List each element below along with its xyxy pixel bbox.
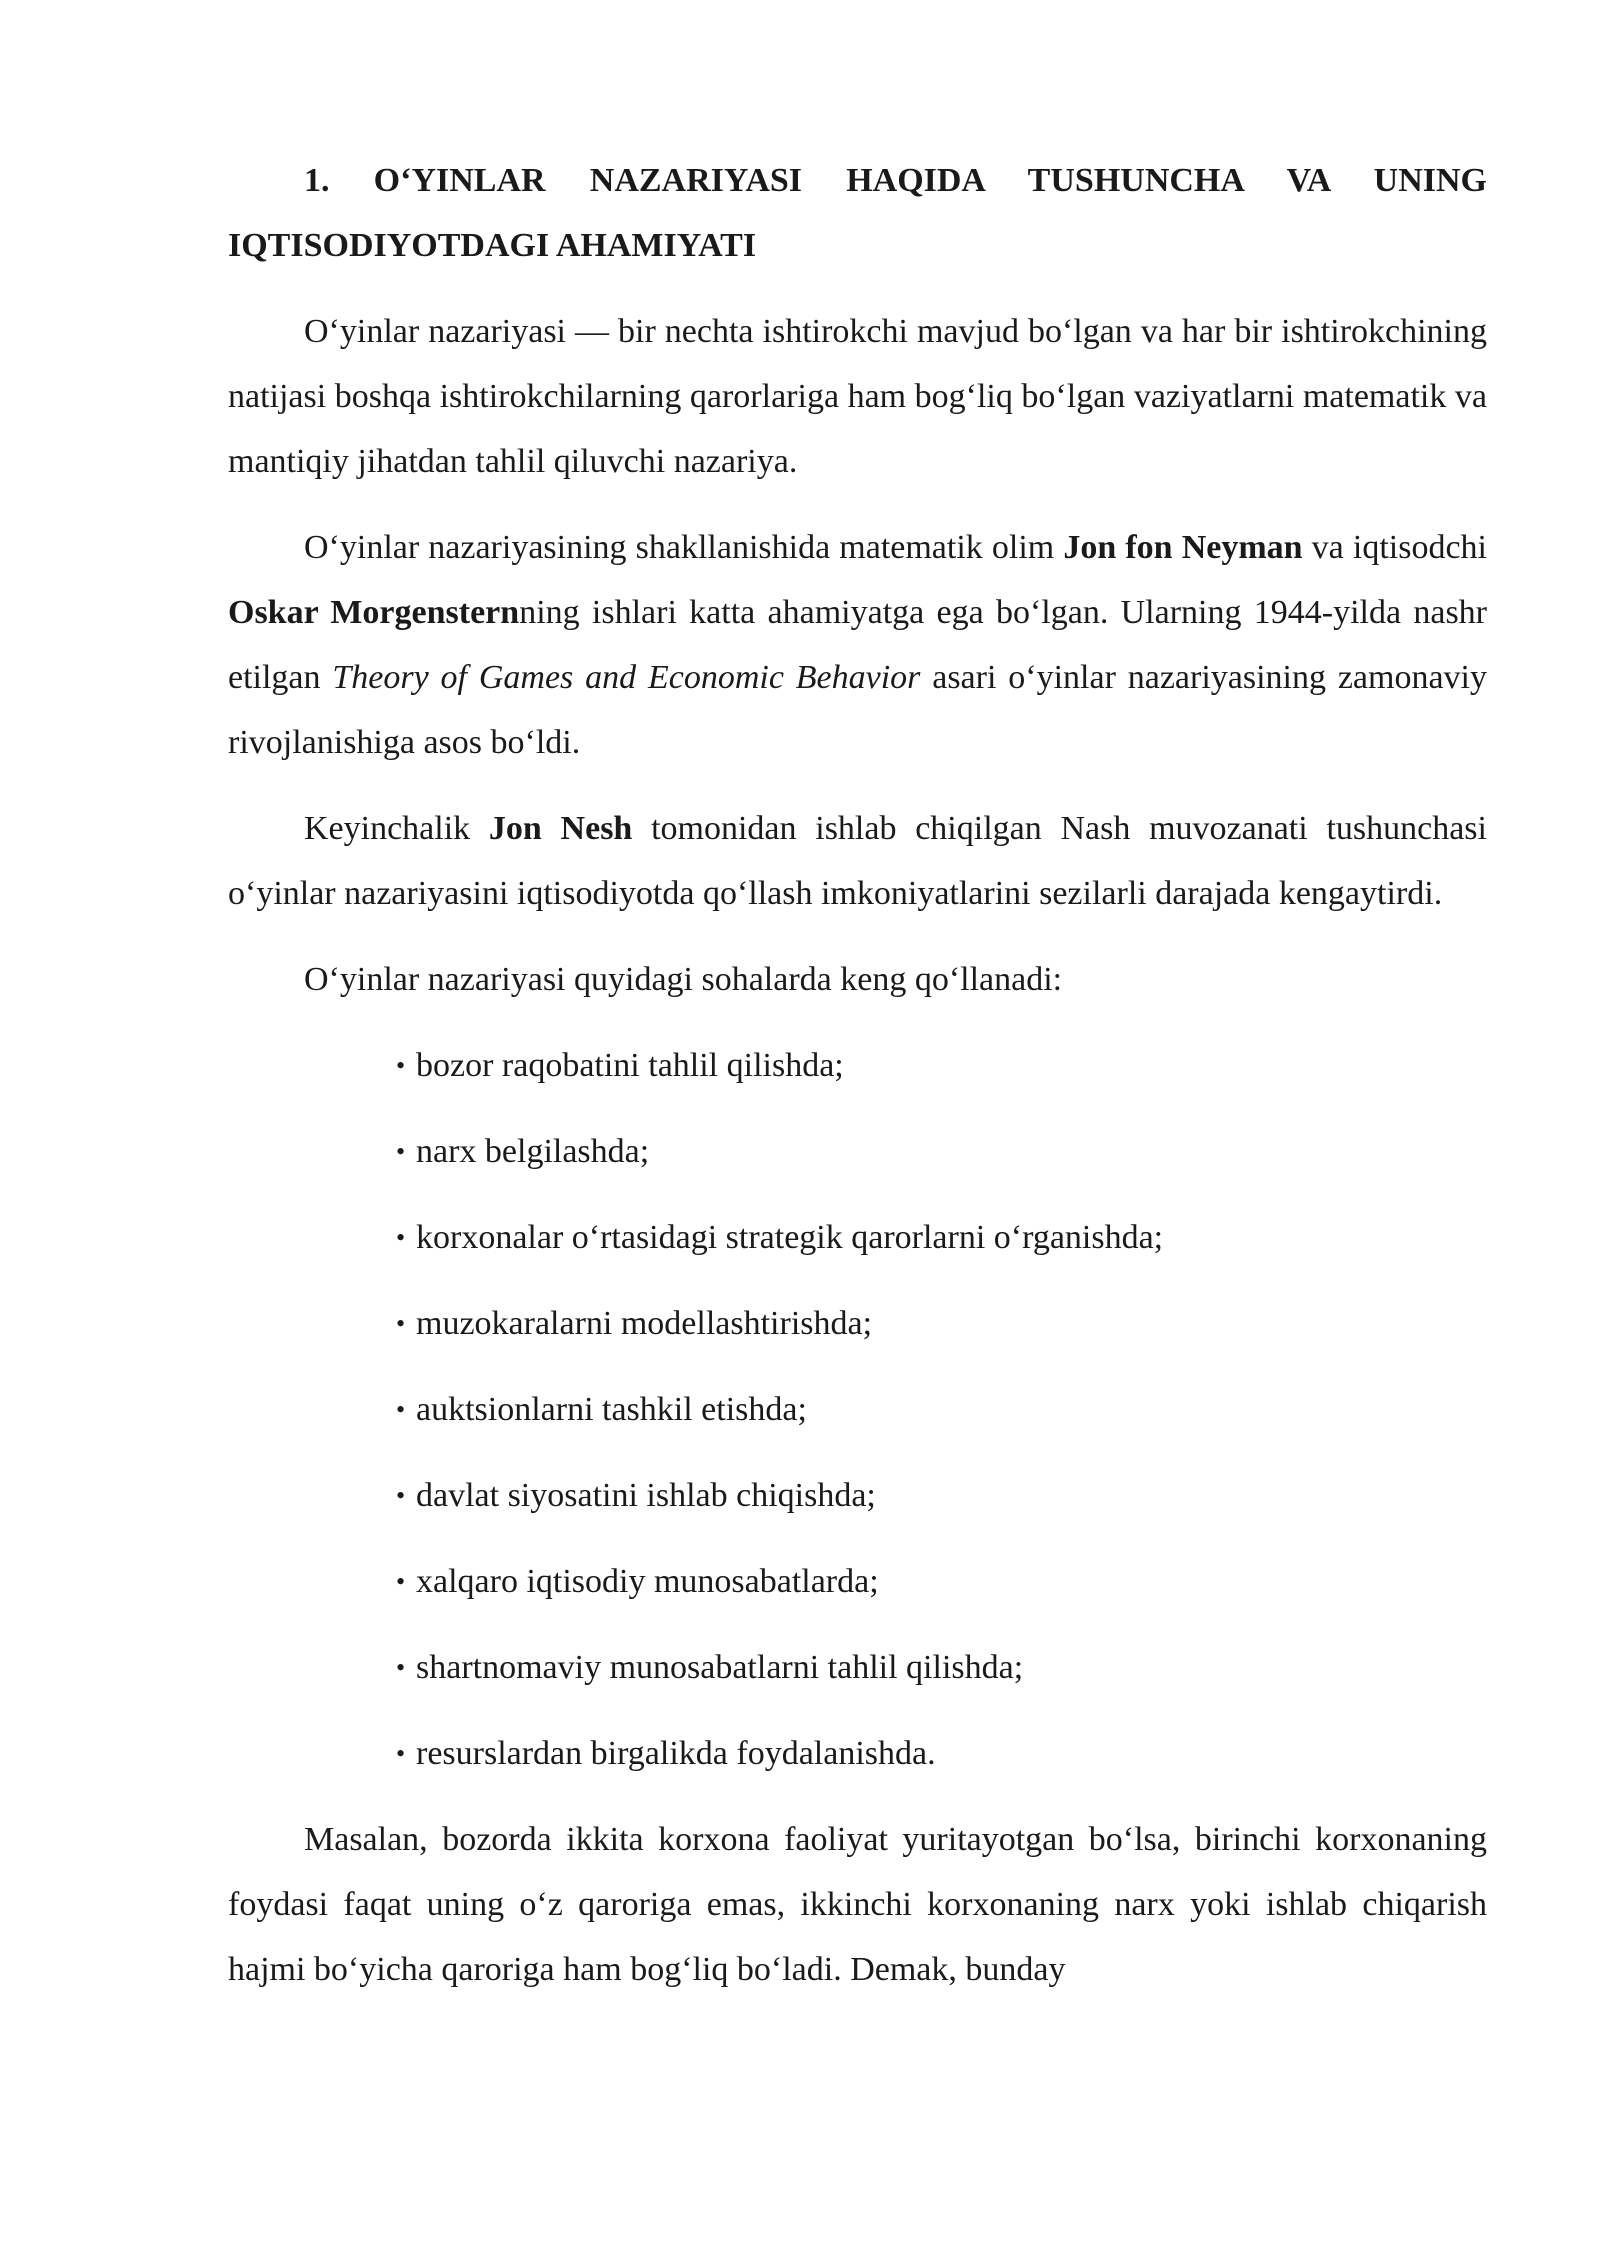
bullet-icon: •: [396, 1567, 406, 1596]
paragraph-history-text-4: asari o‘yinlar nazariyasining zamonaviy rivojlanishiga asos bo‘ldi.: [228, 659, 1488, 761]
list-item-text: korxonalar o‘rtasidagi strategik qarorlarni o‘rganishda;: [416, 1219, 1164, 1256]
list-intro: O‘yinlar nazariyasi quyidagi sohalarda keng qo‘llanadi:: [304, 961, 1063, 998]
paragraph-history-text-3: ning ishlari katta ahamiyatga ega bo‘lgan. Ularning 1944-yilda nashr etilgan: [228, 594, 1488, 696]
list-item: [228, 1291, 1487, 1356]
paragraph-example: Masalan, bozorda ikkita korxona faoliyat yuritayotgan bo‘lsa, birinchi korxonaning foydasi faqat uning o‘z qaroriga emas, ikkinchi korxonaning narx yoki ishlab chiqarish hajmi bo‘yicha qaroriga ham bog‘liq bo‘ladi. Demak, bunday: [228, 1821, 1487, 1988]
list-item-text: resurslardan birgalikda foydalanishda.: [416, 1735, 936, 1772]
application-list: [228, 1033, 1487, 1786]
list-item: [228, 1033, 1487, 1098]
list-item: [228, 1635, 1487, 1700]
list-item-text: bozor raqobatini tahlil qilishda;: [416, 1047, 844, 1084]
book-title: Theory of Games and Economic Behavior: [332, 659, 921, 696]
name-nash: Jon Nesh: [488, 810, 633, 847]
list-item-text: shartnomaviy munosabatlarni tahlil qilishda;: [416, 1649, 1024, 1686]
bullet-icon: •: [396, 1739, 406, 1768]
list-item: [228, 1549, 1487, 1614]
list-item: [228, 1205, 1487, 1270]
list-item-text: auktsionlarni tashkil etishda;: [416, 1391, 807, 1428]
paragraph-definition: O‘yinlar nazariyasi — bir nechta ishtirokchi mavjud bo‘lgan va har bir ishtirokchining natijasi boshqa ishtirokchilarning qarorlariga ham bog‘liq bo‘lgan vaziyatlarni matematik va mantiqiy jihatdan tahlil qiluvchi nazariya.: [228, 313, 1487, 480]
name-neumann: Jon fon Neyman: [1063, 529, 1303, 566]
paragraph-history-text-2: va iqtisodchi: [1302, 529, 1487, 566]
list-item: [228, 1721, 1487, 1786]
list-item-text: davlat siyosatini ishlab chiqishda;: [416, 1477, 876, 1514]
list-item: [228, 1119, 1487, 1184]
list-item: [228, 1463, 1487, 1528]
paragraph-nash-text-1: Keyinchalik: [304, 810, 489, 847]
paragraph-history: [228, 515, 1487, 775]
section-heading: 1. O‘YINLAR NAZARIYASI HAQIDA TUSHUNCHA VA UNING IQTISODIYOTDAGI AHAMIYATI: [228, 162, 1487, 264]
paragraph-nash: [228, 796, 1487, 926]
name-morgenstern: Oskar Morgenstern: [228, 594, 520, 631]
list-item-text: narx belgilashda;: [416, 1133, 650, 1170]
list-item-text: xalqaro iqtisodiy munosabatlarda;: [416, 1563, 879, 1600]
list-item: [228, 1377, 1487, 1442]
paragraph-history-text-1: O‘yinlar nazariyasining shakllanishida matematik olim: [304, 529, 1064, 566]
paragraph-nash-text-2: tomonidan ishlab chiqilgan Nash muvozanati tushunchasi o‘yinlar nazariyasini iqtisodiyotda qo‘llash imkoniyatlarini sezilarli darajada kengaytirdi.: [228, 810, 1487, 912]
list-item-text: muzokaralarni modellashtirishda;: [416, 1305, 873, 1342]
bullet-icon: •: [396, 1395, 406, 1424]
bullet-icon: •: [396, 1309, 406, 1338]
bullet-icon: •: [396, 1481, 406, 1510]
bullet-icon: •: [396, 1051, 406, 1080]
bullet-icon: •: [396, 1653, 406, 1682]
bullet-icon: •: [396, 1223, 406, 1252]
bullet-icon: •: [396, 1137, 406, 1166]
